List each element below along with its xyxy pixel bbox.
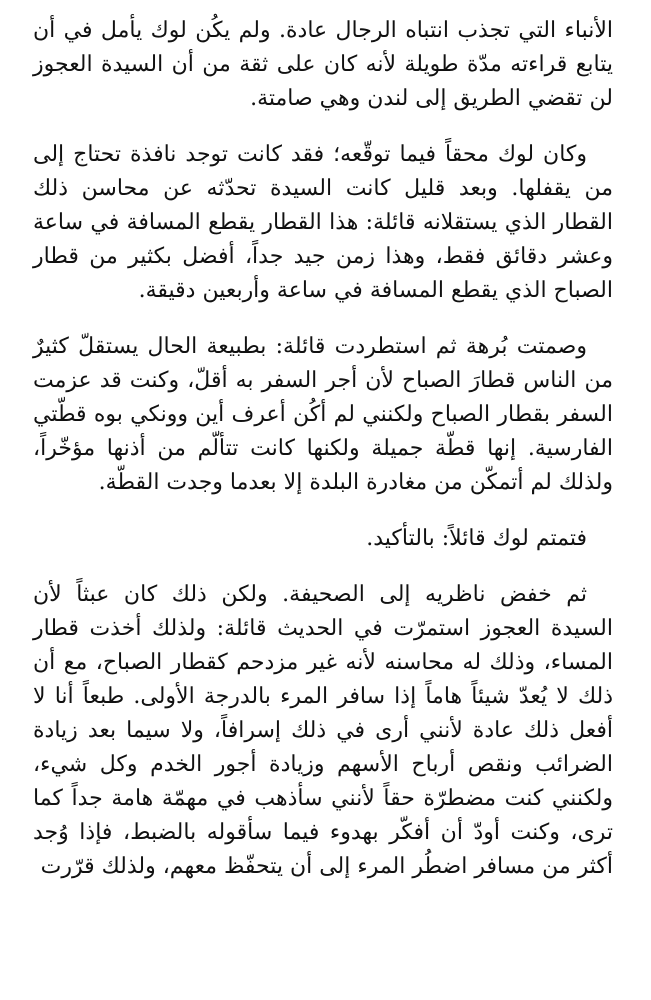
paragraph-5: ثم خفض ناظريه إلى الصحيفة. ولكن ذلك كان عبثاً لأن السيدة العجوز استمرّت في الحديث قائلة: ولذلك أخذت قطار المساء، وذلك له محاسنه لأنه غير مزدحم كقطار الصباح، مع أن ذلك لا يُعدّ شيئاً هاماً إذا سافر المرء بالدرجة الأولى. طبعاً أنا لا أفعل ذلك عادة لأنني أرى في ذلك إسرافاً، ولا سيما بعد زيادة الضرائب ونقص أرباح الأسهم وزيادة أجور الخدم وكل شيء، ولكنني كنت مضطرّة حقاً لأنني سأذهب في مهمّة هامة جداً كما ترى، وكنت أودّ أن أفكّر بهدوء فيما سأقوله بالضبط، فإذا وُجد أكثر من مسافر اضطُر المرء إلى أن يتحفّظ معهم، ولذلك قرّرت	[33, 582, 613, 879]
paragraph-3: وصمتت بُرهة ثم استطردت قائلة: بطبيعة الحال يستقلّ كثيرٌ من الناس قطارَ الصباح لأن أجر السفر به أقلّ، وكنت قد عزمت السفر بقطار الصباح ولكنني لم أكُن أعرف أين وونكي بوه قطّتي الفارسية. إنها قطّة جميلة ولكنها كانت تتألّم من أذنها مؤخّراً، ولذلك لم أتمكّن من مغادرة البلدة إلا بعدما وجدت القطّة.	[33, 334, 613, 495]
paragraph-4: فتمتم لوك قائلاً: بالتأكيد.	[366, 526, 587, 551]
paragraph-1: الأنباء التي تجذب انتباه الرجال عادة. ولم يكُن لوك يأمل في أن يتابع قراءته مدّة طويلة لأنه كان على ثقة من أن السيدة العجوز لن تقضي الطريق إلى لندن وهي صامتة.	[33, 18, 613, 111]
paragraph-2: وكان لوك محقاً فيما توقّعه؛ فقد كانت توجد نافذة تحتاج إلى من يقفلها. وبعد قليل كانت السيدة تحدّثه عن محاسن ذلك القطار الذي يستقلانه قائلة: هذا القطار يقطع المسافة في ساعة وعشر دقائق فقط، وهذا زمن جيد جداً، أفضل بكثير من قطار الصباح الذي يقطع المسافة في ساعة وأربعين دقيقة.	[33, 142, 613, 303]
